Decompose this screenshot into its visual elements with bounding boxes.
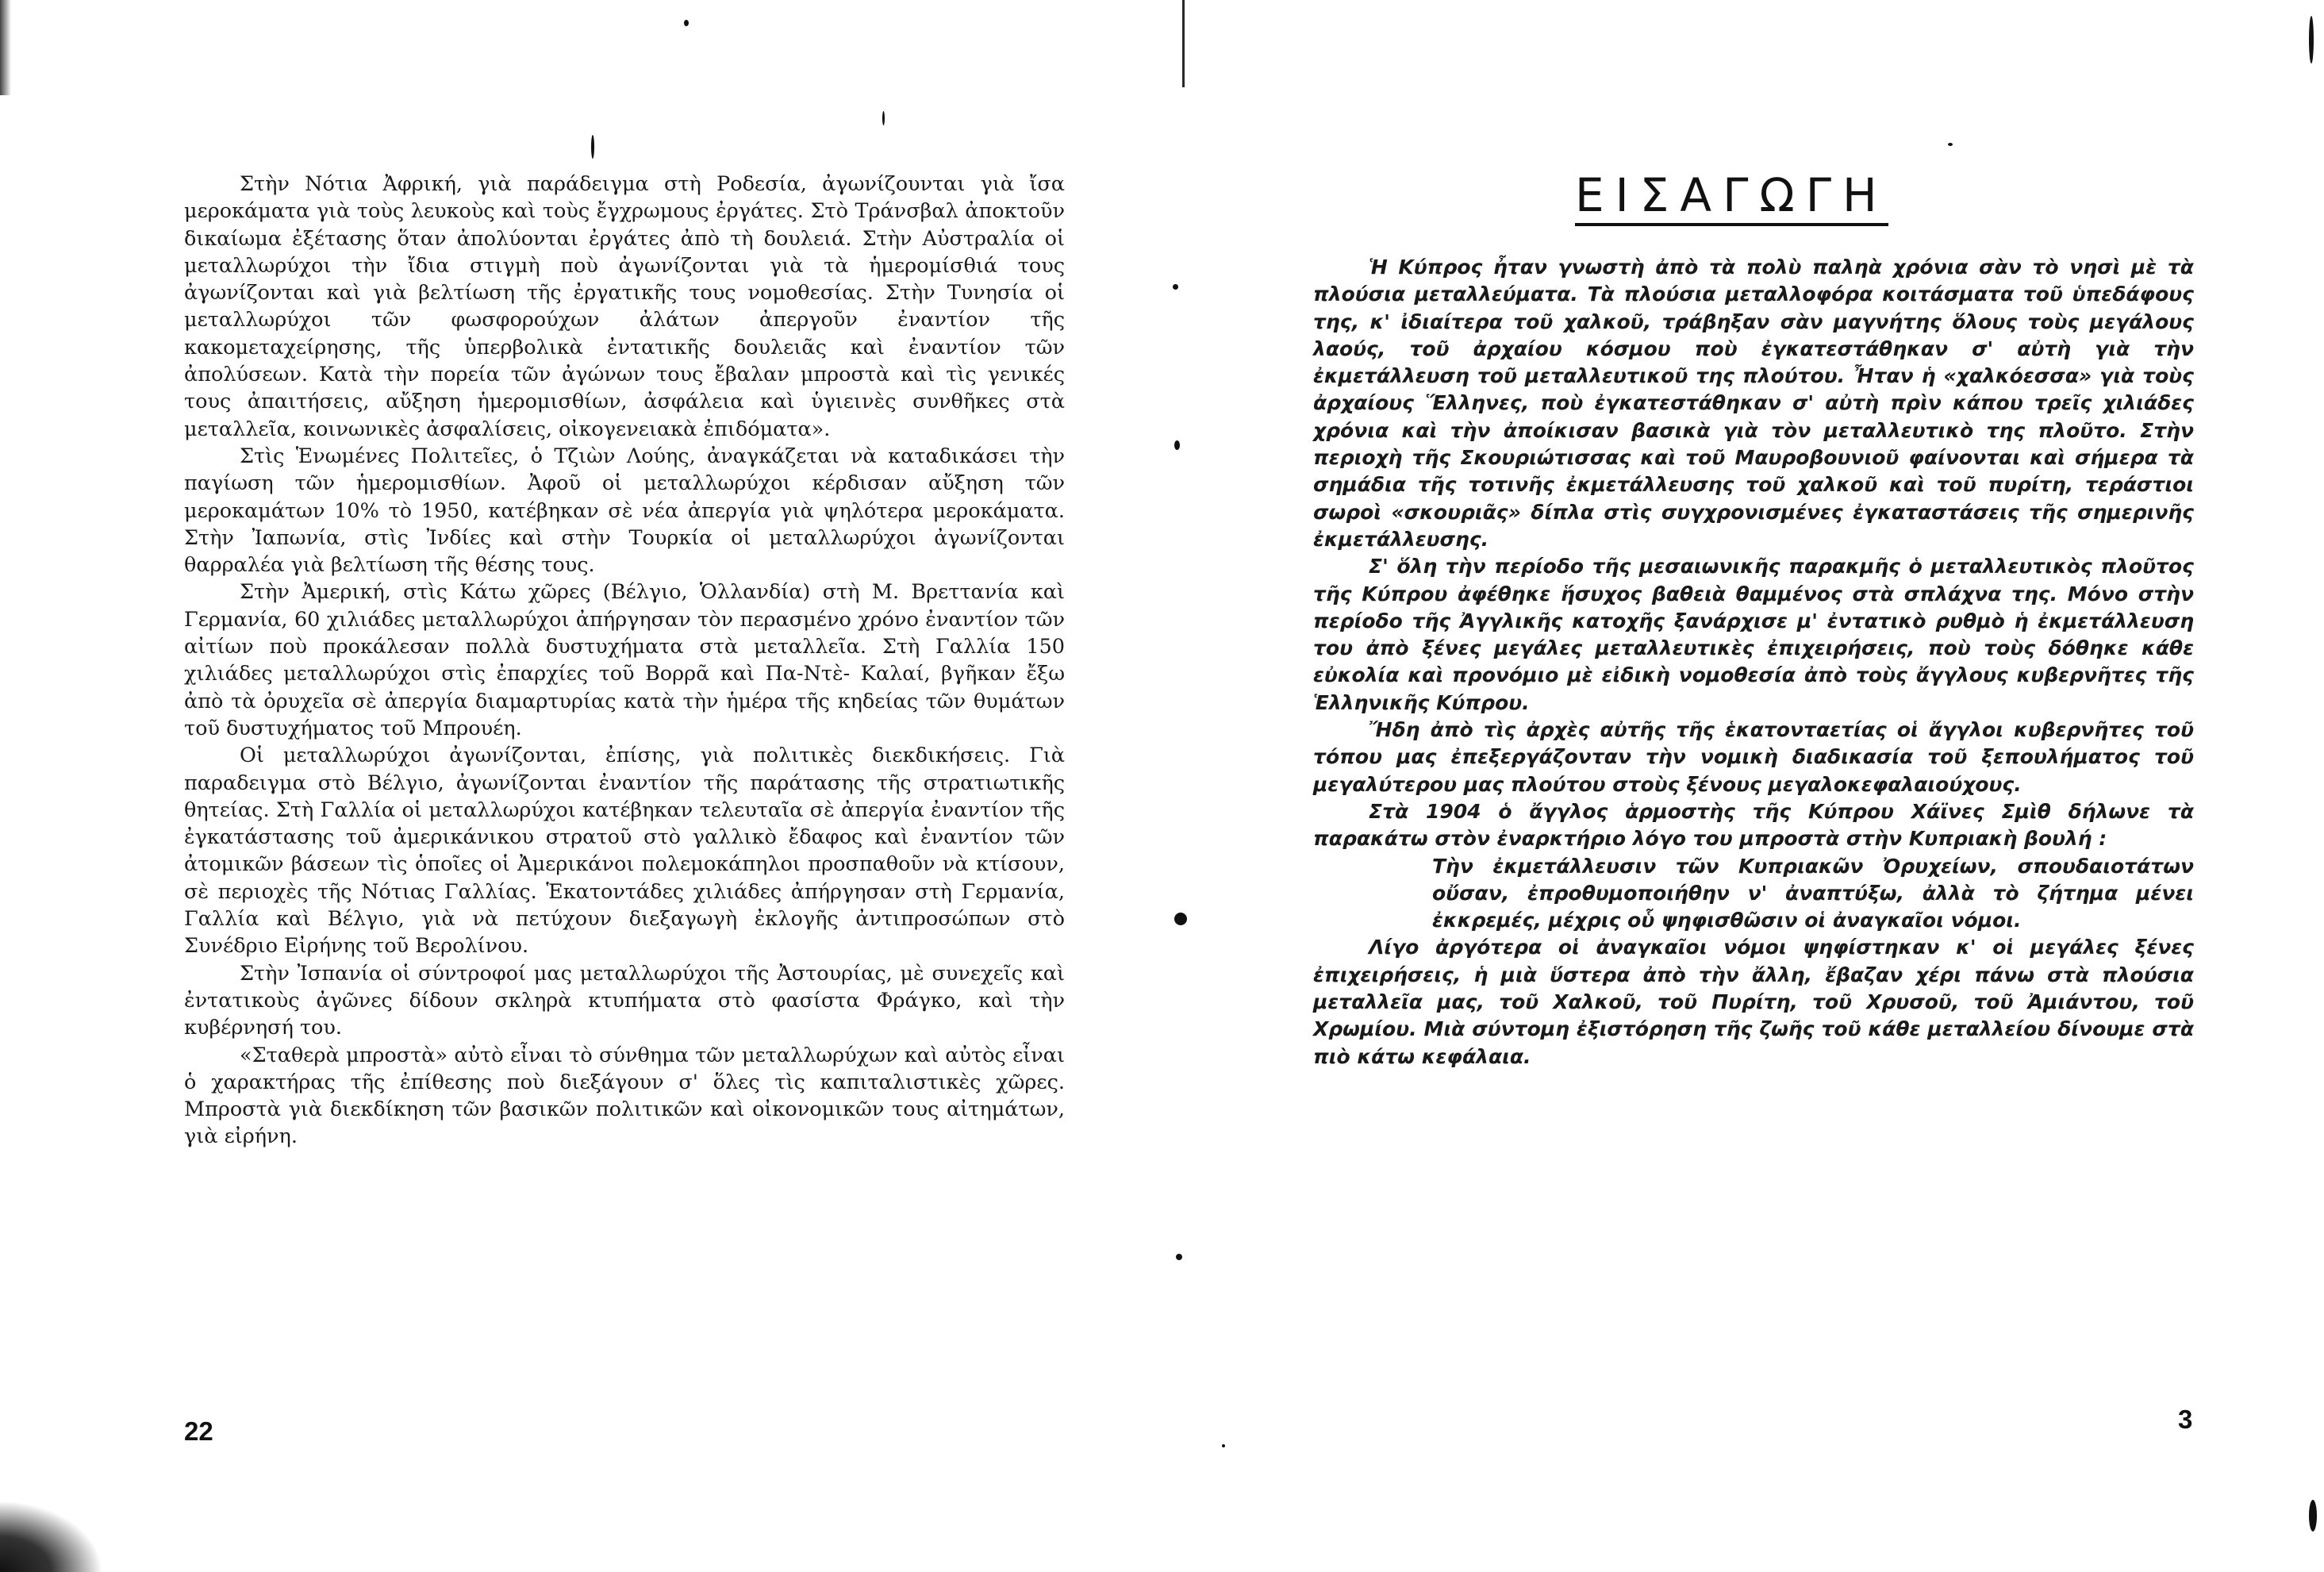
scan-speck: [1173, 284, 1178, 290]
scan-speck: [1948, 143, 1953, 146]
paragraph: Στὴν Ἰσπανία οἱ σύντροφοί μας μεταλλωρύχοι τῆς Ἀστουρίας, μὲ συνεχεῖς καὶ ἐντατικοὺς ἀγῶνες δίδουν σκληρὰ κτυπήματα στὸ φασίστα Φράγκο, καὶ τὴν κυβέρνησή του.: [184, 961, 1065, 1040]
scan-speck: [882, 111, 885, 125]
paragraph: Ἤδη ἀπὸ τὶς ἀρχὲς αὐτῆς τῆς ἑκατονταετίας οἱ ἄγγλοι κυβερνῆτες τοῦ τόπου μας ἐπεξεργάζονταν τὴν νομικὴ διαδικασία τοῦ ξεπουλήματος τοῦ μεγαλύτερου μας πλούτου στοὺς ξένους μεγαλοκεφαλαιούχους.: [1313, 718, 2194, 796]
scan-speck: [684, 20, 689, 26]
scan-speck: [2309, 1500, 2317, 1532]
left-page-text: [184, 171, 1065, 1151]
scan-corner-shadow: [0, 1501, 103, 1572]
block-quote: Τὴν ἐκμετάλλευσιν τῶν Κυπριακῶν Ὀρυχείων, σπουδαιοτάτων οὔσαν, ἐπροθυμοποιήθην ν' ἀναπτύξω, ἀλλὰ τὸ ζήτημα μένει ἐκκρεμές, μέχρις οὗ ψηφισθῶσιν οἱ ἀναγκαῖοι νόμοι.: [1432, 854, 2194, 932]
paragraph: Στὴν Νότια Ἀφρική, γιὰ παράδειγμα στὴ Ροδεσία, ἀγωνίζουνται γιὰ ἴσα μεροκάματα γιὰ τοὺς λευκοὺς καὶ τοὺς ἔγχρωμους ἐργάτες. Στὸ Τράνσβαλ ἀποκτοῦν δικαίωμα ἐξέτασης ὅταν ἀπολύονται ἐργάτες ἀπὸ τὴ δουλειά. Στὴν Αὐστραλία οἱ μεταλλωρύχοι τὴν ἴδια στιγμὴ ποὺ ἀγωνίζονται γιὰ τὰ ἡμερομίσθιά τους ἀγωνίζονται καὶ γιὰ βελτίωση τῆς ἐργατικῆς τους νομοθεσίας. Στὴν Τυνησία οἱ μεταλλωρύχοι τῶν φωσφορούχων ἀλάτων ἀπεργοῦν ἐναντίον τῆς κακομεταχείρησης, τῆς ὑπερβολικὰ ἐντατικῆς δουλειᾶς καὶ ἐναντίον τῶν ἀπολύσεων. Κατὰ τὴν πορεία τῶν ἀγώνων τους ἔβαλαν μπροστὰ καὶ τὶς γενικές τους ἀπαιτήσεις, αὔξηση ἡμερομισθίων, ἀσφάλεια καὶ ὑγιεινὲς συνθῆκες στὰ μεταλλεῖα, κοινωνικὲς ἀσφαλίσεις, οἰκογενειακὰ ἐπιδόματα».: [184, 172, 1065, 441]
paragraph: Λίγο ἀργότερα οἱ ἀναγκαῖοι νόμοι ψηφίστηκαν κ' οἱ μεγάλες ξένες ἐπιχειρήσεις, ἡ μιὰ ὕστερα ἀπὸ τὴν ἄλλη, ἔβαζαν χέρι πάνω στὰ πλούσια μεταλλεῖα μας, τοῦ Χαλκοῦ, τοῦ Πυρίτη, τοῦ Χρυσοῦ, τοῦ Ἀμιάντου, τοῦ Χρωμίου. Μιὰ σύντομη ἐξιστόρηση τῆς ζωῆς τοῦ κάθε μεταλλείου δίνουμε στὰ πιὸ κάτω κεφάλαια.: [1313, 936, 2194, 1068]
paragraph: «Σταθερὰ μπροστὰ» αὐτὸ εἶναι τὸ σύνθημα τῶν μεταλλωρύχων καὶ αὐτὸς εἶναι ὁ χαρακτήρας τῆς ἐπίθεσης ποὺ διεξάγουν σ' ὅλες τὶς καπιταλιστικὲς χῶρες. Μπροστὰ γιὰ διεκδίκηση τῶν βασικῶν πολιτικῶν καὶ οἰκονομικῶν τους αἰτημάτων, γιὰ εἰρήνη.: [184, 1043, 1065, 1149]
page-number-left: 22: [184, 1416, 213, 1446]
paragraph: Στὶς Ἑνωμένες Πολιτεῖες, ὁ Τζιὼν Λούης, ἀναγκάζεται νὰ καταδικάσει τὴν παγίωση τῶν ἡμερομισθίων. Ἀφοῦ οἱ μεταλλωρύχοι κέρδισαν αὔξηση τῶν μεροκαμάτων 10% τὸ 1950, κατέβηκαν σὲ νέα ἀπεργία γιὰ ψηλότερα μεροκάματα. Στὴν Ἰαπωνία, στὶς Ἰνδίες καὶ στὴν Τουρκία οἱ μεταλλωρύχοι ἀγωνίζονται θαρραλέα γιὰ βελτίωση τῆς θέσης τους.: [184, 444, 1065, 578]
paragraph: Οἱ μεταλλωρύχοι ἀγωνίζονται, ἐπίσης, γιὰ πολιτικὲς διεκδικήσεις. Γιὰ παραδειγμα στὸ Βέλγιο, ἀγωνίζονται ἐναντίον τῆς παράτασης τῆς στρατιωτικῆς θητείας. Στὴ Γαλλία οἱ μεταλλωρύχοι κατέβηκαν τελευταῖα σὲ ἀπεργία ἐναντίον τῆς ἐγκατάστασης τοῦ ἀμερικάνικου στρατοῦ στὸ γαλλικὸ ἔδαφος καὶ ἐναντίον τῶν ἀτομικῶν βάσεων τὶς ὁποῖες οἱ Ἀμερικάνοι πολεμοκάπηλοι προσπαθοῦν νὰ κτίσουν, σὲ περιοχὲς τῆς Νότιας Γαλλίας. Ἑκατοντάδες χιλιάδες ἀπήργησαν στὴ Γερμανία, Γαλλία καὶ Βέλγιο, γιὰ νὰ πετύχουν διεξαγωγὴ ἐκλογῆς ἀντιπροσώπων στὸ Συνέδριο Εἰρήνης τοῦ Βερολίνου.: [184, 744, 1065, 959]
right-page-text: [1313, 254, 2194, 1070]
scan-speck: [2309, 16, 2314, 63]
page-number-right: 3: [2178, 1405, 2193, 1434]
scan-speck: [1174, 913, 1187, 925]
scan-speck: [591, 135, 594, 159]
scan-speck: [1176, 1254, 1182, 1260]
paragraph: Σ' ὅλη τὴν περίοδο τῆς μεσαιωνικῆς παρακμῆς ὁ μεταλλευτικὸς πλοῦτος τῆς Κύπρου ἀφέθηκε ἥσυχος βαθειὰ θαμμένος στὰ σπλάχνα της. Μόνο στὴν περίοδο τῆς Ἀγγλικῆς κατοχῆς ξανάρχισε μ' ἐντατικὸ ρυθμὸ ἡ ἐκμετάλλευση του ἀπὸ ξένες μεγάλες μεταλλευτικὲς ἐπιχειρήσεις, ποὺ τοὺς δόθηκε κάθε εὐκολία καὶ προνόμιο μὲ εἰδικὴ νομοθεσία ἀπὸ τοὺς ἄγγλους κυβερνῆτες τῆς Ἑλληνικῆς Κύπρου.: [1313, 555, 2194, 714]
scan-edge-shadow: [0, 0, 11, 95]
scan-speck: [1222, 1444, 1225, 1447]
page-gutter-line: [1182, 0, 1185, 87]
paragraph: Στὴν Ἀμερική, στὶς Κάτω χῶρες (Βέλγιο, Ὁλλανδία) στὴ Μ. Βρεττανία καὶ Γερμανία, 60 χιλιάδες μεταλλωρύχοι ἀπήργησαν τὸν περασμένο χρόνο ἐναντίον τῶν αἰτίων ποὺ προκάλεσαν πολλὰ δυστυχήματα στὰ μεταλλεῖα. Στὴ Γαλλία 150 χιλιάδες μεταλλωρύχοι στὶς ἐπαρχίες τοῦ Βορρᾶ καὶ Πα-Ντὲ- Καλαί, βγῆκαν ἔξω ἀπὸ τὰ ὀρυχεῖα σὲ ἀπεργία διαμαρτυρίας κατὰ τὴν ἡμέρα τῆς κηδείας τῶν θυμάτων τοῦ δυστυχήματος τοῦ Μπρουέη.: [184, 580, 1065, 740]
chapter-heading: ΕΙΣΑΓΩΓΗ: [1575, 171, 1888, 226]
paragraph: Στὰ 1904 ὁ ἄγγλος ἁρμοστὴς τῆς Κύπρου Χάϊνες Σμὶθ δήλωνε τὰ παρακάτω στὸν ἐναρκτήριο λόγο του μπροστὰ στὴν Κυπριακὴ βουλή :: [1313, 799, 2194, 851]
scan-speck: [1174, 440, 1180, 450]
paragraph: Ἡ Κύπρος ἦταν γνωστὴ ἀπὸ τὰ πολὺ παληὰ χρόνια σὰν τὸ νησὶ μὲ τὰ πλούσια μεταλλεύματα. Τὰ πλούσια μεταλλοφόρα κοιτάσματα τοῦ ὑπεδάφους της, κ' ἰδιαίτερα τοῦ χαλκοῦ, τράβηξαν σὰν μαγνήτης ὅλους τοὺς μεγάλους λαούς, τοῦ ἀρχαίου κόσμου ποὺ ἐγκατεστάθηκαν σ' αὐτὴ γιὰ τὴν ἐκμετάλλευση τοῦ μεταλλευτικοῦ της πλούτου. Ἦταν ἡ «χαλκόεσσα» γιὰ τοὺς ἀρχαίους Ἕλληνες, ποὺ ἐγκατεστάθηκαν σ' αὐτὴ πρὶν κάπου τρεῖς χιλιάδες χρόνια καὶ τὴν ἀποίκισαν βασικὰ γιὰ τὸν μεταλλευτικὸ της πλοῦτο. Στὴν περιοχὴ τῆς Σκουριώτισσας καὶ τοῦ Μαυροβουνιοῦ φαίνονται καὶ σήμερα τὰ σημάδια τῆς τοτινῆς ἐκμετάλλευσης τοῦ χαλκοῦ καὶ τοῦ πυρίτη, τεράστιοι σωροὶ «σκουριᾶς» δίπλα στὶς συγχρονισμένες ἐγκαταστάσεις τῆς σημερινῆς ἐκμετάλλευσης.: [1313, 256, 2194, 551]
